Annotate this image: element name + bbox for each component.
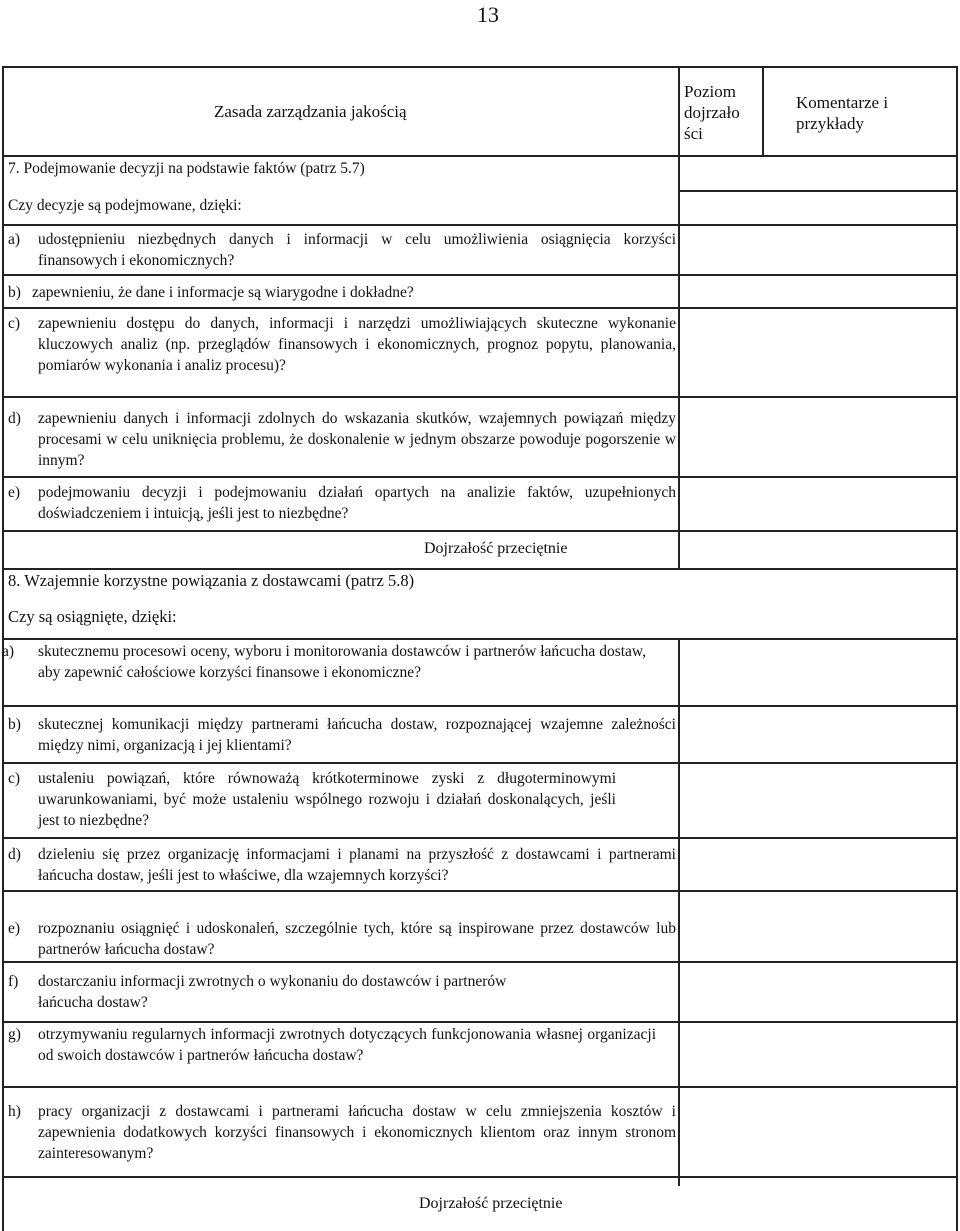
section-7-item-d [8,408,676,471]
item-text: udostępnieniu niezbędnych danych i informacji w celu umożliwienia osiągnięcia korzyści finansowych i ekonomicznych? [38,231,676,269]
item-text: pracy organizacji z dostawcami i partnerami łańcucha dostaw w celu zmniejszenia kosztów i zapewnienia dodatkowych korzyści finansowych i ekonomicznych klientom oraz innym stronom zainteresowanym? [38,1103,676,1162]
section-8-average-maturity: Dojrzałość przeciętnie [419,1195,563,1212]
row-separator [2,530,958,532]
row-separator [2,961,958,963]
section-8-item-h [8,1101,676,1164]
header-bottom-border [2,155,958,157]
section-8-item-d [8,844,676,886]
item-text: zapewnieniu danych i informacji zdolnych do wskazania skutków, wzajemnych powiązań między procesami w celu uniknięcia problemu, że doskonalenie w jednym obszarze powoduje pogorszenie w innym? [38,410,676,469]
column-divider [678,638,680,1186]
item-text: skutecznemu procesowi oceny, wyboru i monitorowania dostawców i partnerów łańcucha dostaw, aby zapewnić całościowe korzyści finansowe i ekonomiczne? [38,643,646,681]
item-text: dostarczaniu informacji zwrotnych o wykonaniu do dostawców i partnerów łańcucha dostaw? [38,973,507,1011]
section-8-question: Czy są osiągnięte, dzięki: [8,607,177,626]
header-principle: Zasada zarządzania jakością [214,102,407,121]
item-label: g) [8,1026,21,1043]
column-divider [762,66,764,155]
item-label: f) [8,973,19,990]
item-text: podejmowaniu decyzji i podejmowaniu działań opartych na analizie faktów, uzupełnionych doświadczeniem i intuicją, jeśli jest to niezbędne? [38,484,676,522]
row-separator [2,396,958,398]
row-separator [2,307,958,309]
section-8-item-e [8,918,676,960]
row-separator [2,837,958,839]
row-separator [2,705,958,707]
row-separator [2,762,958,764]
item-label: a) [8,231,21,248]
header-comments: Komentarze i przykłady [796,93,889,133]
item-text: zapewnieniu dostępu do danych, informacji i narzędzi umożliwiających skuteczne wykonanie kluczowych analiz (np. przeglądów finansowych i ekonomicznych, prognoz popytu, planowania, pomiarów wykonania i analiz procesu)? [38,315,676,374]
item-label: e) [8,484,21,501]
table-right-border [956,66,958,1231]
row-separator [2,890,958,892]
section-7-item-c [8,313,676,376]
item-text: skutecznej komunikacji między partnerami łańcucha dostaw, rozpoznającej wzajemne zależności między nimi, organizacją i jej klientami? [38,716,676,754]
page-number: 13 [477,2,499,27]
section-8-item-c [8,768,676,831]
section-8-item-f [8,971,676,1013]
row-separator [678,190,958,192]
item-text: zapewnieniu, że dane i informacje są wiarygodne i dokładne? [32,284,414,301]
section-7-title: 7. Podejmowanie decyzji na podstawie faktów (patrz 5.7) [8,160,365,177]
section-7-average-maturity: Dojrzałość przeciętnie [424,540,568,557]
item-label: b) [8,716,21,733]
item-label: a) [2,643,15,660]
item-label: h) [8,1103,21,1120]
section-8-item-a [2,641,676,683]
row-separator [2,1176,958,1178]
section-8-title: 8. Wzajemnie korzystne powiązania z dostawcami (patrz 5.8) [8,571,415,590]
item-text: dzieleniu się przez organizację informacjami i planami na przyszłość z dostawcami i partnerami łańcucha dostaw, jeśli jest to właściwe, dla wzajemnych korzyści? [38,846,676,884]
section-7-item-b [8,282,676,303]
column-divider [678,66,680,568]
row-separator [2,476,958,478]
item-text: otrzymywaniu regularnych informacji zwrotnych dotyczących funkcjonowania własnej organizacji od swoich dostawców i partnerów łańcucha dostaw? [38,1026,656,1064]
item-label: d) [8,410,21,427]
row-separator [2,274,958,276]
row-separator [2,638,958,640]
table-top-border [2,66,958,68]
item-text: rozpoznaniu osiągnięć i udoskonaleń, szczególnie tych, które są inspirowane przez dostawców lub partnerów łańcucha dostaw? [38,920,676,958]
row-separator [2,224,958,226]
item-text: ustaleniu powiązań, które równoważą krótkoterminowe zyski z długoterminowymi uwarunkowaniami, być może ustaleniu wspólnego rozwoju i działań doskonalących, jeśli jest to niezbędne? [38,770,616,829]
section-7-item-e [8,482,676,524]
section-7-item-a [8,229,676,271]
section-8-item-g [8,1024,676,1066]
section-7-question: Czy decyzje są podejmowane, dzięki: [8,197,242,214]
section-8-item-b [8,714,676,756]
row-separator [2,1021,958,1023]
item-label: c) [8,315,21,332]
item-label: b) [8,284,21,301]
row-separator [2,1086,958,1088]
item-label: e) [8,920,21,937]
header-maturity-level: Poziom dojrzało ści [684,82,740,143]
item-label: d) [8,846,21,863]
item-label: c) [8,770,21,787]
